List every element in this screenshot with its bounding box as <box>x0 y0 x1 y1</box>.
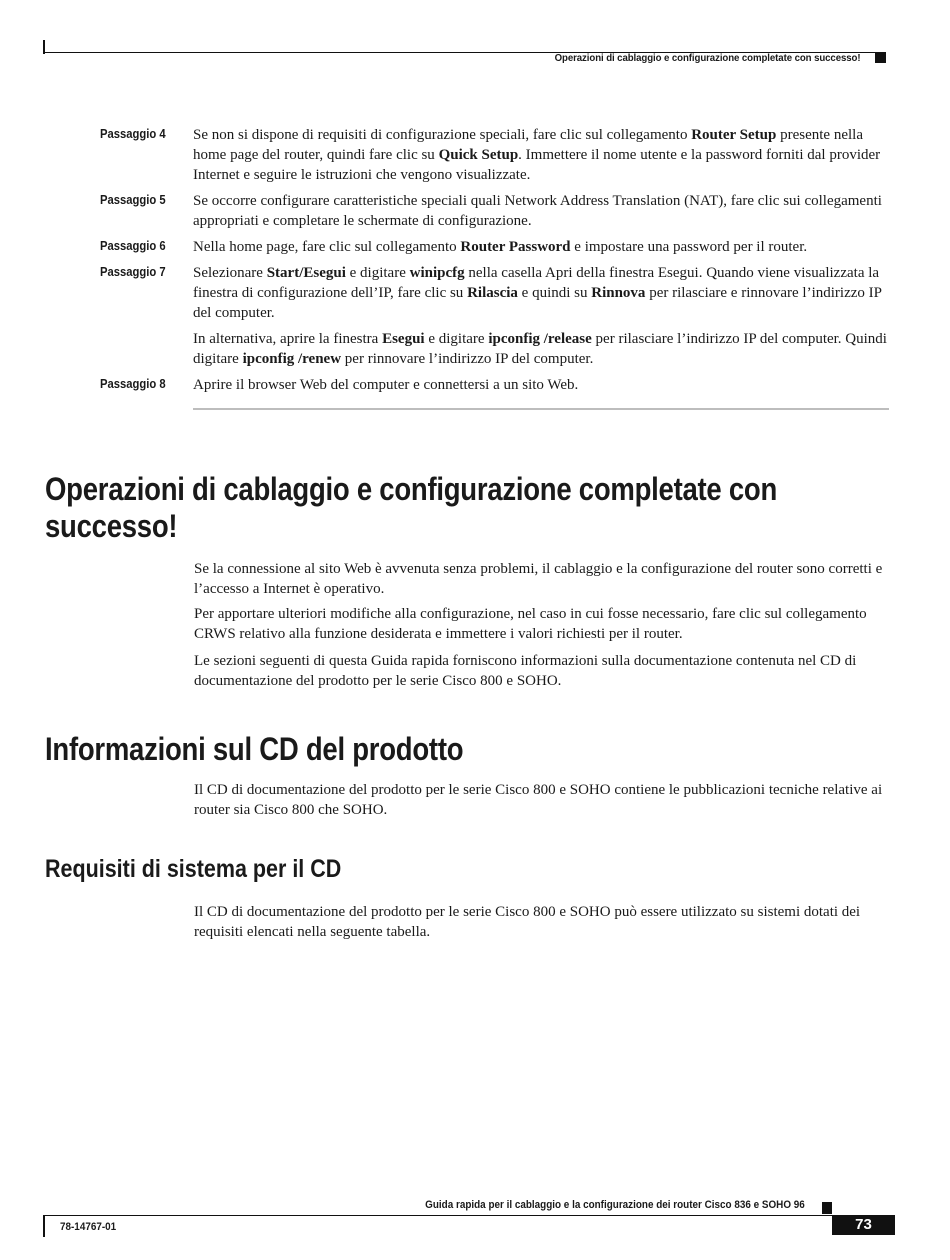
step-body: Se occorre configurare caratteristiche speciali quali Network Address Translation (NAT), fare clic sui collegamenti appropriati e completare le schermate di configurazione. <box>193 193 882 229</box>
ui-term: Start/Esegui <box>266 265 346 281</box>
step-body: Aprire il browser Web del computer e connettersi a un sito Web. <box>193 377 579 393</box>
step-7-note: In alternativa, aprire la finestra Esegui e digitare ipconfig /release per rilasciare l’indirizzo IP del computer. Quindi digitare ipconfig /renew per rinnovare l’indirizzo IP del computer. <box>193 331 887 367</box>
paragraph: Il CD di documentazione del prodotto per le serie Cisco 800 e SOHO può essere utilizzato su sistemi dotati dei requisiti elencati nella seguente tabella. <box>194 904 861 940</box>
step-label: Passaggio 4 <box>100 127 166 141</box>
step-7 <box>100 263 890 323</box>
ui-term: Esegui <box>382 331 425 347</box>
step-label: Passaggio 6 <box>100 239 166 253</box>
step-label: Passaggio 7 <box>100 265 166 279</box>
step-label: Passaggio 8 <box>100 377 166 391</box>
ui-term: Quick Setup <box>438 147 519 163</box>
section-heading: Operazioni di cablaggio e configurazione completate con <box>45 471 778 507</box>
ui-term: Rinnova <box>591 285 646 301</box>
ui-term: Rilascia <box>467 285 518 301</box>
step-4 <box>100 125 890 185</box>
step-label: Passaggio 5 <box>100 193 166 207</box>
footer-marker-block <box>822 1202 832 1214</box>
running-header-title: Operazioni di cablaggio e configurazione completate con successo! <box>554 52 860 64</box>
step-8 <box>100 375 890 395</box>
step-6 <box>100 237 890 257</box>
command: ipconfig /renew <box>242 351 342 367</box>
section-heading: Informazioni sul CD del prodotto <box>45 731 464 767</box>
footer-rule <box>43 1215 895 1216</box>
paragraph: Le sezioni seguenti di questa Guida rapida forniscono informazioni sulla documentazione contenuta nel CD di documentazione del prodotto per le serie Cisco 800 e SOHO. <box>194 653 857 689</box>
footer-guide-title: Guida rapida per il cablaggio e la configurazione dei router Cisco 836 e SOHO 96 <box>425 1199 805 1211</box>
step-body: Se non si dispone di requisiti di configurazione speciali, fare clic sul collegamento Router Setup presente nella home page del router, quindi fare clic su Quick Setup. Immettere il nome utente e la password forniti dal provider Internet e seguire le istruzioni che vengono visualizzate. <box>193 127 881 183</box>
ui-term: winipcfg <box>409 265 465 281</box>
paragraph: Per apportare ulteriori modifiche alla configurazione, nel caso in cui fosse necessario, fare clic sul collegamento CRWS relativo alla funzione desiderata e immettere i valori richiesti per il router. <box>194 606 867 642</box>
subsection-heading: Requisiti di sistema per il CD <box>45 855 342 883</box>
document-number: 78-14767-01 <box>60 1221 117 1233</box>
section-heading-continued: successo! <box>45 508 178 544</box>
paragraph: Se la connessione al sito Web è avvenuta senza problemi, il cablaggio e la configurazione del router sono corretti e l’accesso a Internet è operativo. <box>194 561 883 597</box>
steps-end-rule <box>193 408 889 410</box>
step-body: Selezionare Start/Esegui e digitare winipcfg nella casella Apri della finestra Esegui. Quando viene visualizzata la finestra di configurazione dell’IP, fare clic su Rilascia e quindi su Rinnova per rilasciare e rinnovare l’indirizzo IP del computer. <box>193 265 882 321</box>
page-number: 73 <box>832 1215 895 1235</box>
step-body: Nella home page, fare clic sul collegamento Router Password e impostare una password per il router. <box>193 239 808 255</box>
header-marker-block <box>875 52 886 63</box>
step-5 <box>100 191 890 231</box>
paragraph: Il CD di documentazione del prodotto per le serie Cisco 800 e SOHO contiene le pubblicazioni tecniche relative ai router sia Cisco 800 che SOHO. <box>194 782 883 818</box>
ui-term: Router Setup <box>691 127 777 143</box>
footer-tick-mark <box>43 1215 45 1237</box>
ui-term: Router Password <box>460 239 571 255</box>
procedure-steps <box>100 125 890 401</box>
command: ipconfig /release <box>488 331 592 347</box>
